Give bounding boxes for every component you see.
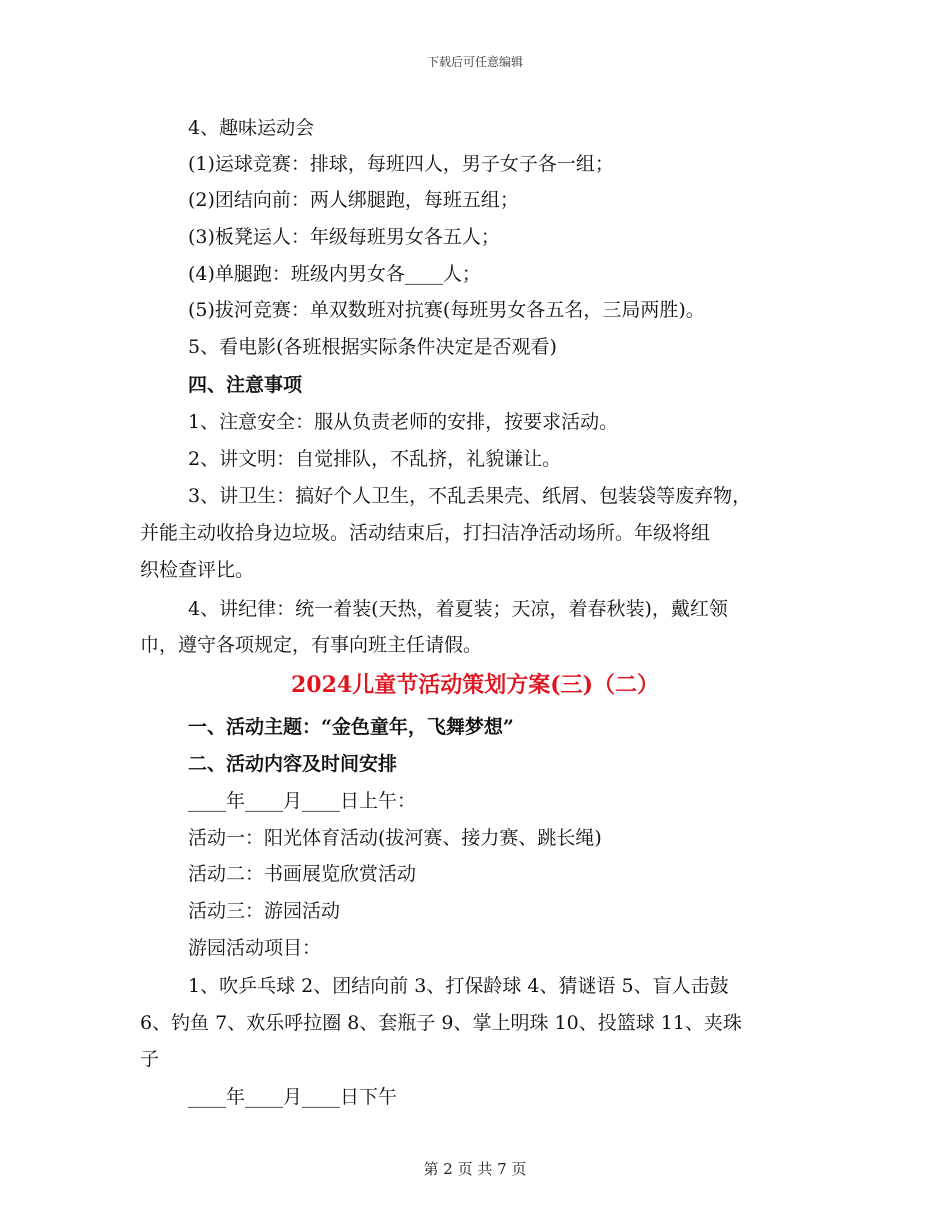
note-3-line1: 3、讲卫生：搞好个人卫生，不乱丢果壳、纸屑、包装袋等废弃物， — [188, 485, 752, 507]
plan-title: 2024儿童节活动策划方案(三)（二） — [290, 672, 660, 698]
note-4-line2: 巾，遵守各项规定，有事向班主任请假。 — [140, 634, 483, 656]
activity-2: 活动二：书画展览欣赏活动 — [188, 863, 417, 885]
afternoon-date: ____年____月____日下午 — [188, 1086, 398, 1108]
note-2: 2、讲文明：自觉排队，不乱挤，礼貌谦让。 — [188, 448, 562, 470]
notes-heading: 四、注意事项 — [188, 374, 303, 396]
page-footer: 第 2 页 共 7 页 — [423, 1160, 527, 1178]
item4-sub3: (3)板凳运人：年级每班男女各五人； — [188, 226, 500, 248]
note-4-line1: 4、讲纪律：统一着装(天热，着夏装；天凉，着春秋装)，戴红领 — [188, 598, 728, 620]
page-header: 下载后可任意编辑 — [426, 55, 523, 69]
item4-title: 4、趣味运动会 — [188, 117, 315, 139]
item4-sub5: (5)拔河竞赛：单双数班对抗赛(每班男女各五名，三局两胜)。 — [188, 299, 705, 321]
games-line3: 子 — [140, 1048, 160, 1070]
item4-sub2: (2)团结向前：两人绑腿跑，每班五组； — [188, 189, 519, 211]
morning-date: ____年____月____日上午： — [188, 790, 417, 812]
item4-sub4: (4)单腿跑：班级内男女各____人； — [188, 263, 481, 285]
note-3-line2: 并能主动收拾身边垃圾。活动结束后，打扫洁净活动场所。年级将组 — [140, 522, 711, 544]
games-line1: 1、吹乒乓球 2、团结向前 3、打保龄球 4、猜谜语 5、盲人击鼓 — [188, 975, 729, 997]
games-heading: 游园活动项目： — [188, 937, 322, 959]
plan-theme: 一、活动主题：“金色童年，飞舞梦想” — [188, 716, 514, 738]
item5: 5、看电影(各班根据实际条件决定是否观看) — [188, 336, 557, 358]
item4-sub1: (1)运球竞赛：排球，每班四人，男子女子各一组； — [188, 153, 614, 175]
note-1: 1、注意安全：服从负责老师的安排，按要求活动。 — [188, 411, 619, 433]
games-line2: 6、钓鱼 7、欢乐呼拉圈 8、套瓶子 9、掌上明珠 10、投篮球 11、夹珠 — [140, 1012, 742, 1034]
note-3-line3: 织检查评比。 — [140, 559, 255, 581]
activity-3: 活动三：游园活动 — [188, 900, 341, 922]
activity-1: 活动一：阳光体育活动(拔河赛、接力赛、跳长绳) — [188, 827, 602, 849]
plan-content-heading: 二、活动内容及时间安排 — [188, 753, 398, 775]
